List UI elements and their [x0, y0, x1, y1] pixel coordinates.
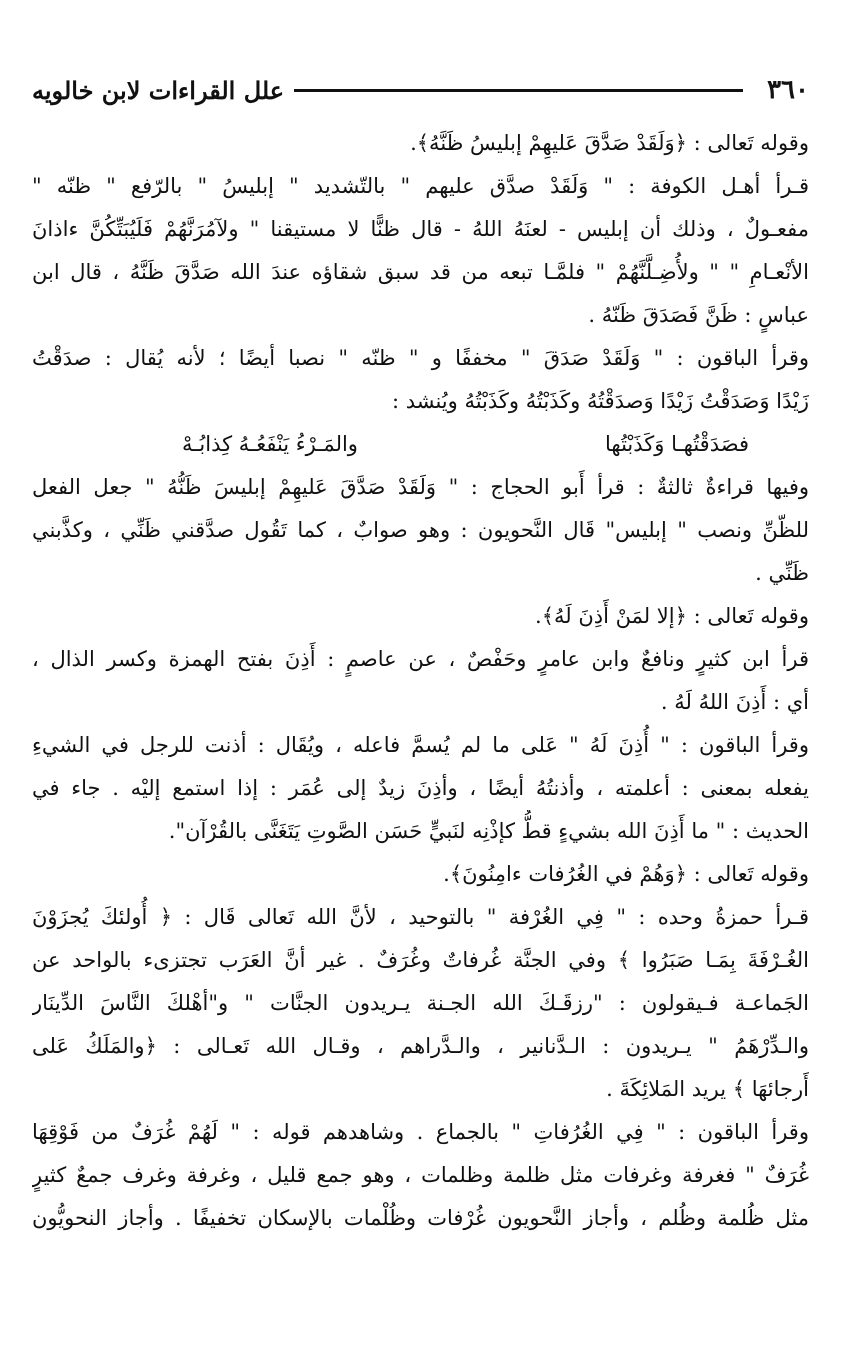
page-header [32, 70, 809, 110]
text-line: وقوله تَعالى : ﴿وَهُمْ في الغُرُفات ءامِنُونَ﴾. [443, 862, 809, 886]
text-line: غُرَفٌ " فغرفة وغرفات مثل ظلمة وظلمات ، وهو جمع قليل ، وغرفة وغرف جمعٌ كثيرٍ [32, 1163, 809, 1187]
text-line: عباسٍ : ظَنَّ فَصَدَقَ ظَنّهُ . [588, 303, 809, 327]
text-line: الحديث : " ما أَذِنَ الله بشيءٍ قطُّ كإذْنِه لنَبيٍّ حَسَن الصَّوتِ يَتَغَنَّى بالقُرْآن". [168, 819, 809, 843]
text-line: أي : أَذِنَ اللهُ لَهُ . [660, 690, 809, 714]
text-line: وقرأ الباقون : " فِي الغُرُفاتِ " بالجماع . وشاهدهم قوله : " لَهُمْ غُرَفٌ من فَوْقِهَا [32, 1120, 809, 1144]
text-line: قـرأ أهـل الكوفة : " وَلَقَدْ صدَّق عليهم " بالتّشديد " إبليسُ " بالرّفع " ظنّه " [32, 174, 809, 198]
text-line: والـدِّرْهَمُ " يـريدون : الـدَّنانير ، والـدَّراهم ، وقـال الله تَعـالى : ﴿والمَلَكُ عَلى [32, 1034, 809, 1058]
header-rule [294, 89, 743, 92]
text-line: قـرأ حمزةُ وحده : " فِي الغُرْفة " بالتوحيد ، لأنَّ الله تَعالى قَال : ﴿ أُولئكَ يُجزَوْنَ [32, 905, 809, 929]
text-line: أَرجائهَا ﴾ يريد المَلائِكَةَ . [606, 1077, 809, 1101]
page-body [32, 122, 809, 1240]
text-line: الجَماعـة فـيقولون : "رزقَـكَ الله الجـنة يـريدون الجنَّات " و"أهْلكَ النَّاسَ الدِّينَار [32, 991, 809, 1015]
text-line: زَيْدًا وَصَدَقْتُ زَيْدًا وَصدَقْتُهُ وكَذَبْتُهُ وكَذَبْتُهُ ويُنشد : [391, 389, 809, 413]
text-line: يفعله بمعنى : أعلمته ، وأذنتُهُ أيضًا ، وأذِنَ زيدٌ إلى عُمَر : إذا استمع إليْه . جاء في [32, 776, 809, 800]
text-line: وقرأ الباقون : " أُذِنَ لَهُ " عَلى ما لم يُسمَّ فاعله ، ويُقَال : أذنت للرجل في الشيءِ [32, 733, 809, 757]
poem-right-hemistich: فصَدَقْتُهـا وَكَذَبْتُها [605, 432, 749, 456]
text-line: وقرأ الباقون : " وَلَقَدْ صَدَقَ " مخففًا و " ظنّه " نصبا أيضًا ؛ لأنه يُقال : صدَقْتُ [32, 346, 809, 370]
text-line: وفيها قراءةٌ ثالثةٌ : قرأ أَبو الحجاج : " وَلَقَدْ صَدَّقَ عَليهِمْ إبليسَ ظَنُّهُ " جعل الفعل [32, 475, 809, 499]
text-line: الأنْعـامِ " " ولأُضِـلَّنَّهُمْ " فلمَّـا تبعه من قد سبق شقاؤه عندَ الله صَدَّقَ ظَنَّهُ ، قال ابن [32, 260, 809, 284]
text-line: قرأ ابن كثيرٍ ونافعٌ وابن عامرٍ وحَفْصٌ ، عن عاصمٍ : أَذِنَ بفتح الهمزة وكسر الذال ، [32, 647, 809, 671]
text-line: للظّنِّ ونصب " إبليس" قَال النَّحويون : وهو صوابٌ ، كما تَقُول صدَّقني ظَنِّي ، وكذَّبني [32, 518, 809, 542]
book-title: علل القراءات لابن خالويه [32, 75, 285, 105]
text-line: وقوله تَعالى : ﴿إلا لمَنْ أَذِنَ لَهُ﴾. [535, 604, 809, 628]
text-line: وقوله تَعالى : ﴿وَلَقَدْ صَدَّقَ عَليهِمْ إبليسُ ظَنَّهُ﴾. [410, 131, 809, 155]
text-line: مثل ظُلمة وظُلم ، وأجاز النَّحويون غُرْفات وظُلْمات بالإسكان تخفيفًا . وأجاز النحويُّون [32, 1206, 809, 1230]
poem-left-hemistich: والمَـرْءُ يَنْفَعُـهُ كِذابُـهْ [182, 432, 358, 456]
text-line: الغُـرْفَةَ بِمَـا صَبَرُوا ﴾ وفي الجنَّة غُرفاتٌ وغُرَفٌ . غير أنَّ العَرَب تجتزىء بالواحد عن [32, 948, 809, 972]
poem-verse [32, 423, 809, 466]
text-line: ظَنِّي . [755, 561, 809, 585]
page-number: ٣٦٠ [767, 75, 809, 105]
text-line: مفعـولٌ ، وذلك أن إبليس - لعنَهُ اللهُ - قال ظنًّا لا مستيقنا " ولآمُرَنَّهُمْ فَلَيُبَتِّكُنَّ ءاذانَ [32, 217, 809, 241]
